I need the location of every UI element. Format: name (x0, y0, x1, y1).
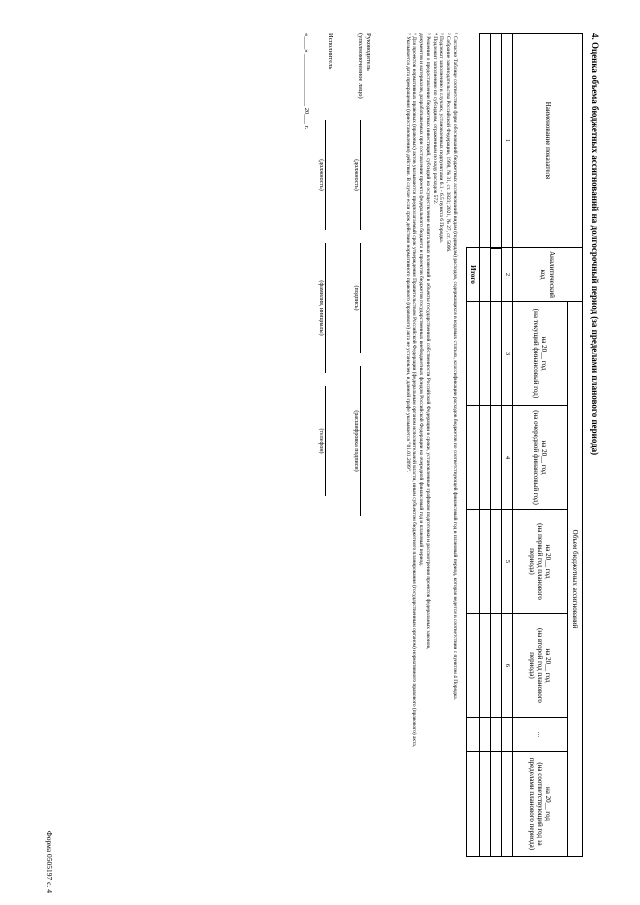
footnote: ⁴ Подлежит заполнению по субсидиям, отраженным по коду расходов 572. (431, 33, 438, 205)
total-cell (467, 614, 480, 718)
table-cell (491, 406, 502, 510)
table-cell (491, 34, 502, 248)
executor-position-line (325, 120, 327, 230)
total-cell (467, 718, 480, 752)
header-budget-volume: Объем бюджетных ассигнований (568, 302, 583, 857)
header-year-beyond: на 20__ год (на соответствующий год за пределами планового периода) (513, 752, 568, 857)
table-cell (480, 614, 491, 718)
table-cell (491, 302, 502, 406)
date-line: «____» ________________ 20___ г. (303, 33, 310, 130)
footnote: документов и материалов, разрабатываемых при составлении проекта федерального бюджета и проектов бюджетов государственных внебюджетных фондов Российской Федерации на очередной финансовый год и плановый период. (418, 33, 425, 567)
form-code: Форма 0505197 с. 4 (45, 830, 54, 893)
table-cell (480, 302, 491, 406)
table-cell (491, 614, 502, 718)
table-cell (480, 34, 491, 248)
head-name-line (360, 366, 362, 516)
footnotes (404, 33, 458, 893)
total-row-spacer (467, 34, 480, 248)
total-cell (467, 752, 480, 857)
assignments-table (466, 33, 583, 857)
executor-name-line (325, 243, 327, 373)
column-number: 6 (502, 614, 513, 718)
column-number (502, 718, 513, 752)
head-name-caption: (расшифровка подписи) (353, 410, 359, 472)
executor-position-caption: (должность) (318, 159, 324, 191)
header-indicator-name: Наименование показателя (513, 34, 583, 248)
executor-phone-line (325, 386, 327, 496)
footnote: ⁵ Решения о предоставлении бюджетных инвестиций, субсидий на осуществление капитальных вложений в объекты государственной собственности Российской Федерации в сроки, установленные графиком подготовки и рассмотрения проектов федеральных законов, (425, 33, 431, 650)
footnote: ⁷ Указывается дата прекращения (приостановления) действия. В случае если срок действия нормативного правового (правового) акта не установлен, в данной графе указывается "01.01.2099". (404, 33, 411, 473)
header-year-plan-1: на 20__ год (на первый год планового периода) (513, 510, 568, 614)
footnote: ¹ Согласно Таблице соответствия форм обоснований бюджетных ассигнований видам (подвидам) расходов, содержащихся в кодовых статьях, классификации расходов бюджетов по соответствующей финансовый год и плановый период, которая ведется в соответствии с пунктом 4 Порядка. (452, 33, 458, 700)
header-year-current: на 20__ год (на текущий финансовый год) (513, 302, 568, 406)
executor-phone-caption: (телефон) (318, 428, 324, 454)
executor-name-caption: (фамилия, инициалы) (318, 280, 324, 336)
head-signature-caption: (подпись) (353, 285, 359, 311)
header-analytic-code: Аналитический код (513, 248, 583, 302)
footnote: ³ Подлежат заполнению в случаях, установленных подпунктами 6.1 - 6.5 пункта 6 Порядка. (438, 33, 445, 244)
head-signature-line (360, 243, 362, 353)
head-position-caption: (должность) (353, 159, 359, 191)
total-cell (467, 406, 480, 510)
table-cell (480, 406, 491, 510)
executor-label: Исполнитель (327, 33, 334, 70)
table-cell (480, 248, 491, 302)
table-cell (491, 718, 502, 752)
column-number: 3 (502, 302, 513, 406)
total-cell (467, 510, 480, 614)
table-cell (491, 510, 502, 614)
footnote: ² Собрание законодательства Российской Федерации, 1998, № 31, ст. 3823; 2021, № 27, ст. 5096. (445, 33, 452, 253)
table-cell (480, 510, 491, 614)
column-number: 1 (502, 34, 513, 248)
column-number: 2 (502, 248, 513, 302)
section-title: 4. Оценка объема бюджетных ассигнований на долгосрочный период (за пределами планового периода) (590, 33, 600, 456)
table-cell (480, 752, 491, 857)
total-cell (467, 302, 480, 406)
table-cell (480, 718, 491, 752)
head-label: Руководитель (уполномоченное лицо) (357, 33, 372, 99)
table-cell (491, 248, 502, 302)
header-year-next: на 20__ год (на очередной финансовый год) (513, 406, 568, 510)
column-number: 5 (502, 510, 513, 614)
column-number: 4 (502, 406, 513, 510)
total-label: Итого (467, 248, 480, 302)
column-number (502, 752, 513, 857)
header-year-plan-2: на 20__ год (на второй год планового периода) (513, 614, 568, 718)
table-cell (491, 752, 502, 857)
head-position-line (360, 120, 362, 230)
footnote: ⁶ Для проектов нормативных правовых (правовых) актов указываются предполагаемый срок утверждения Правительством Российской Федерации (федеральным органом исполнительной власти, иным субъектом бюджетного планирования (государственным органом) нормативного правового (правового) акта, (411, 33, 418, 748)
header-year-ellipsis: ... (513, 718, 568, 752)
